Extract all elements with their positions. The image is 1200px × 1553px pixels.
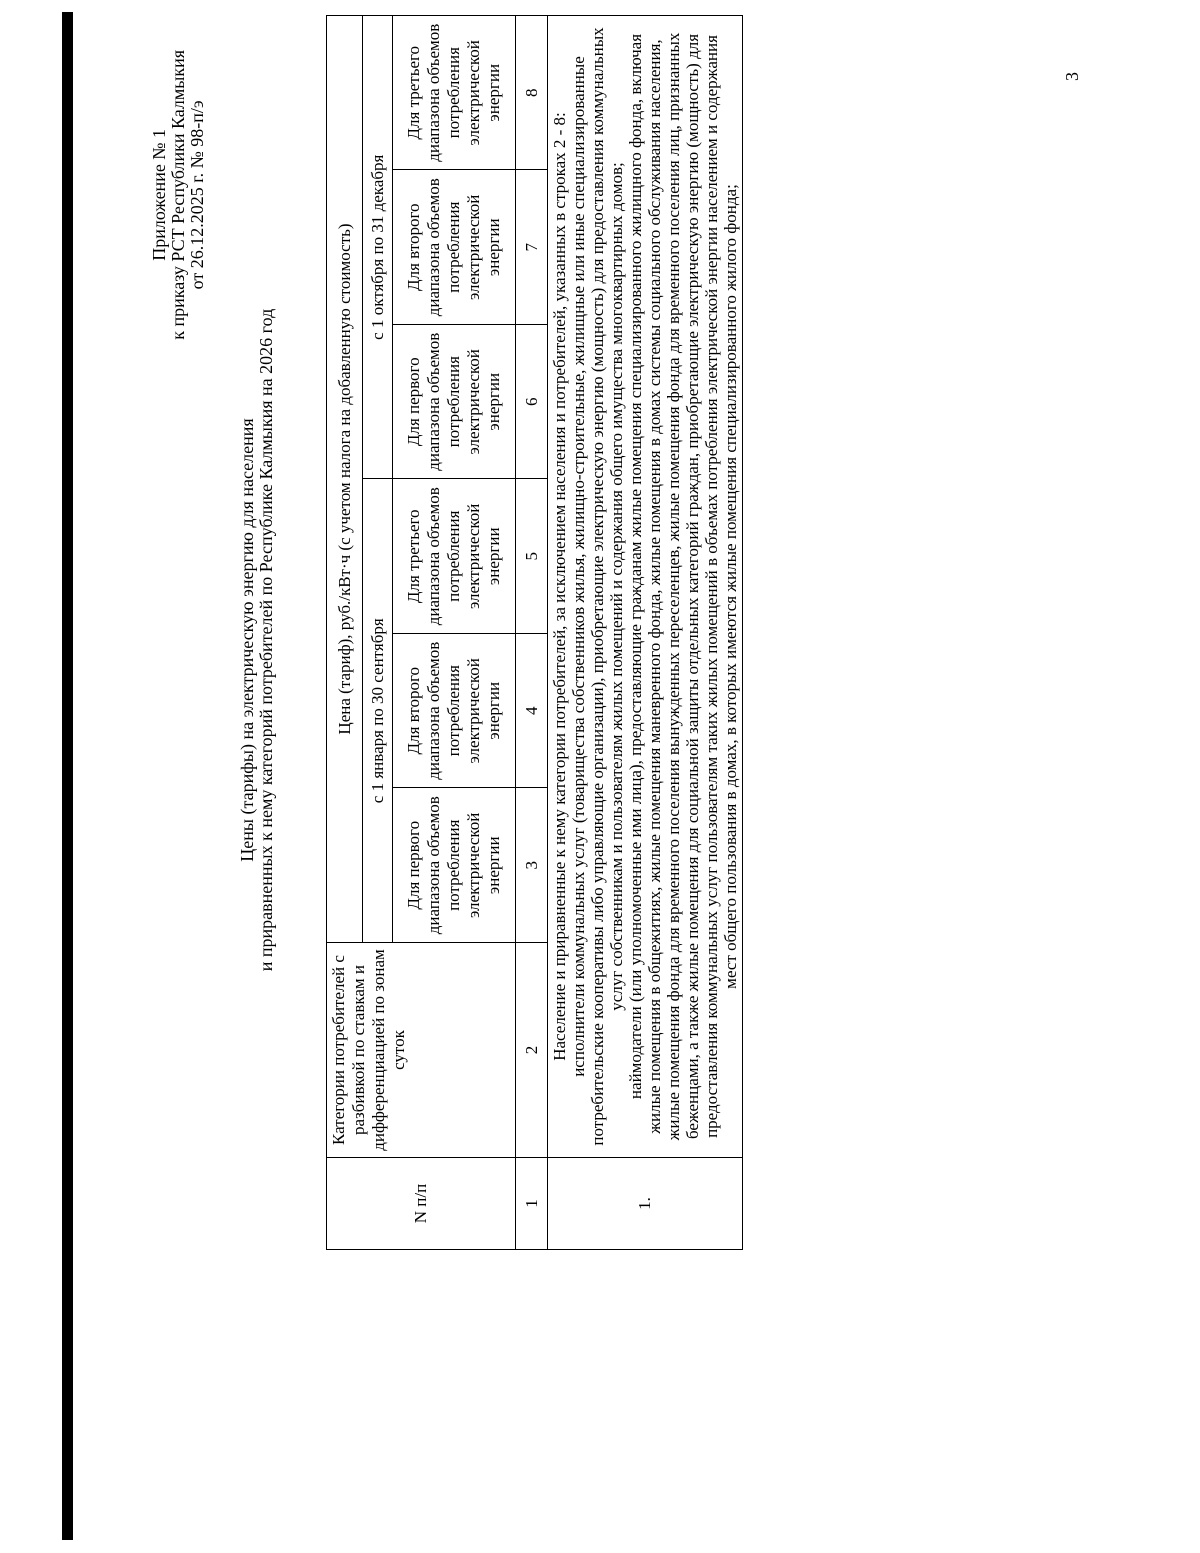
column-number: 4 [516,634,548,789]
header-range-2-p2: Для второго диапазона объемов потребления электрической энергии [393,170,516,325]
tariff-table [326,15,743,1250]
column-number-row [516,16,548,1250]
column-number: 2 [516,943,548,1158]
header-range-1-p2: Для первого диапазона объемов потребления электрической энергии [393,325,516,480]
title-line-1: Цены (тарифы) на электрическую энергию для населения [237,418,257,862]
page-number: 3 [1062,72,1082,81]
appendix-line-1: Приложение № 1 [149,129,169,261]
appendix-line-2: к приказу РСТ Республики Калмыкия [168,50,188,340]
appendix-line-3: от 26.12.2025 г. № 98-п/э [187,100,207,290]
column-number: 6 [516,325,548,480]
appendix-block [150,50,207,340]
scan-edge-bar [62,12,73,1540]
rotated-page [150,0,1000,1290]
section-1-paragraph-2: наймодатели (или уполномоченные ими лица), предоставляющие гражданам жилые помещения специализированного жилищного фонда, включая жилые помещения в общежитиях, жилые помещения маневренного фонда, жилые помещения в домах системы социального обслуживания населения, жилые помещения фонда для временного поселения вынужденных переселенцев, жилые помещения фонда для временного поселения лиц, признанных беженцами, а также жилые помещения для социальной защиты отдельных категорий граждан, приобретающие электрическую энергию (мощность) для предоставления коммунальных услуг пользователям таких жилых помещений в объемах потребления электрической энергии населением и содержания мест общего пользования в домах, в которых имеются жилые помещения специализированного жилого фонда; [626,32,740,1141]
header-range-3-p1: Для третьего диапазона объемов потребления электрической энергии [393,479,516,634]
header-price: Цена (тариф), руб./кВт·ч (с учетом налога на добавленную стоимость) [327,16,363,943]
section-1-heading: Население и приравненные к нему категории потребителей, за исключением населения и потребителей, указанных в строках 2 - 8: [550,112,569,1061]
column-number: 3 [516,788,548,943]
section-1-row [548,16,743,1250]
header-range-1-p1: Для первого диапазона объемов потребления электрической энергии [393,788,516,943]
header-category: Категории потребителей с разбивкой по ставкам и дифференциацией по зонам суток [327,943,516,1158]
header-period-1: с 1 января по 30 сентября [363,479,393,943]
column-number: 1 [516,1158,548,1250]
header-range-3-p2: Для третьего диапазона объемов потребления электрической энергии [393,16,516,171]
header-range-2-p1: Для второго диапазона объемов потребления электрической энергии [393,634,516,789]
column-number: 7 [516,170,548,325]
header-period-2: с 1 октября по 31 декабря [363,16,393,480]
section-1-number: 1. [548,1158,743,1250]
header-number: N п/п [327,1158,516,1250]
column-number: 5 [516,479,548,634]
document-title [238,0,276,1290]
column-number: 8 [516,16,548,171]
section-1-body [548,16,743,1158]
title-line-2: и приравненных к нему категорий потребителей по Республике Калмыкия на 2026 год [256,308,276,972]
section-1-paragraph-1: исполнители коммунальных услуг (товарищества собственников жилья, жилищно-строительные, жилищные или иные специализированные потребительские кооперативы либо управляющие организации), приобретающие электрическую энергию (мощность) для предоставления коммунальных услуг собственникам и пользователям жилых помещений и содержания общего имущества многоквартирных домов; [569,27,626,1146]
